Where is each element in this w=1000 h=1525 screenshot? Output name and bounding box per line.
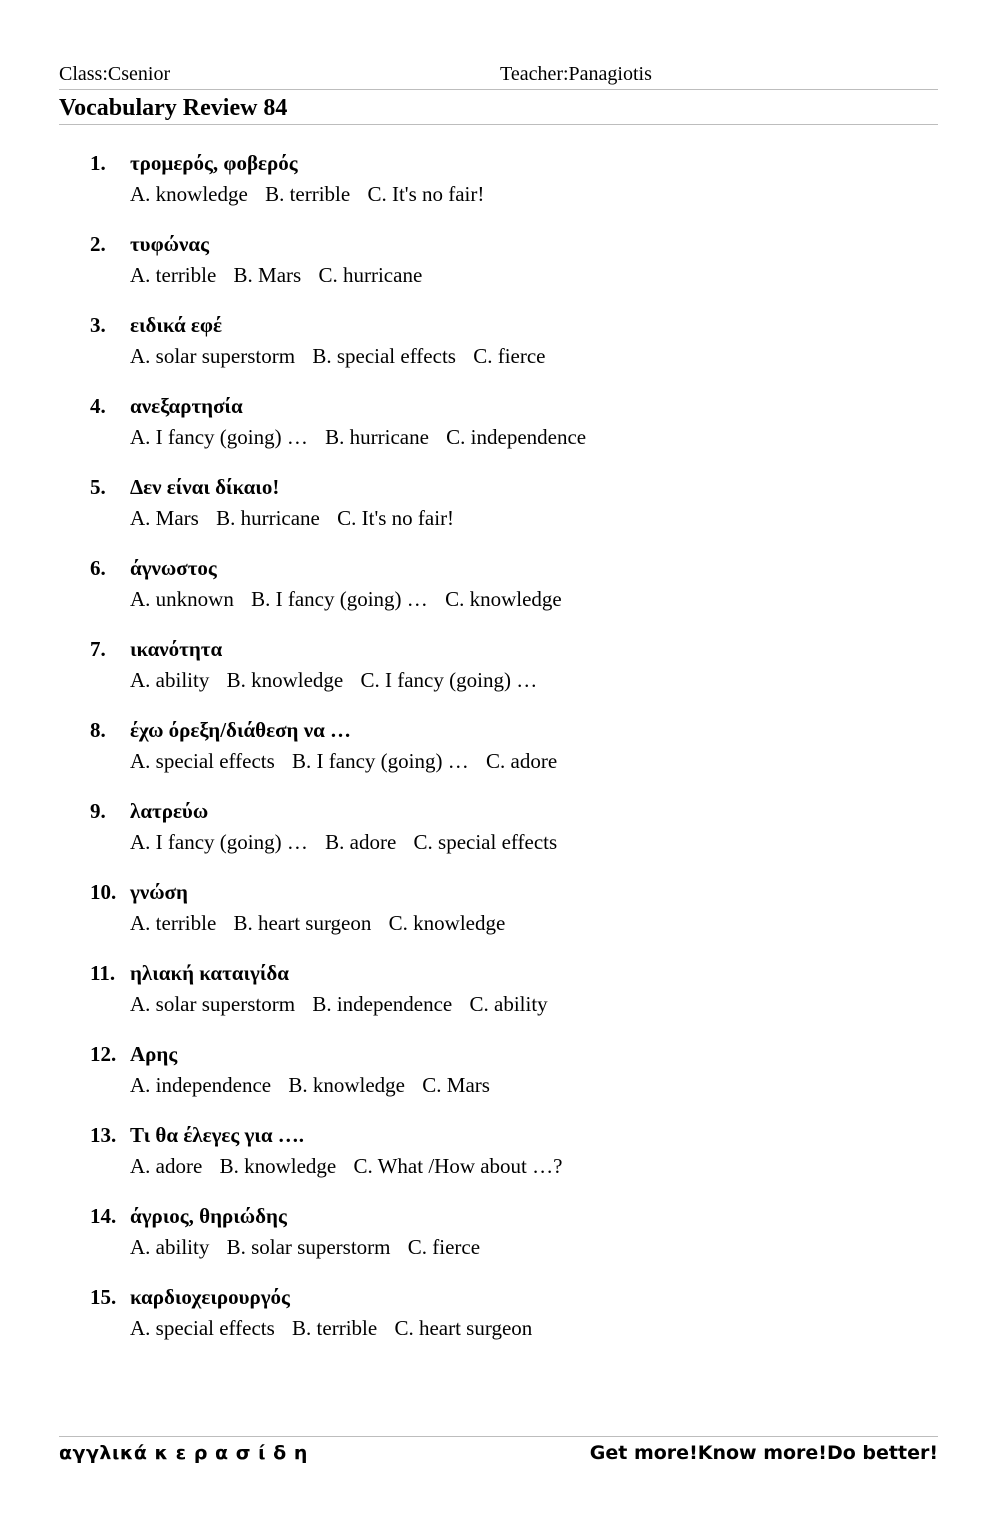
option-b[interactable]: B. knowledge [226, 668, 344, 692]
option-c[interactable]: C. heart surgeon [394, 1316, 533, 1340]
option-c[interactable]: C. It's no fair! [337, 506, 455, 530]
answer-options [130, 746, 569, 776]
footer-brand: αγγλικά κ ε ρ α σ ί δ η [59, 1442, 308, 1464]
question-term: καρδιοχειρουργός [130, 1285, 290, 1309]
answer-options [130, 1232, 492, 1262]
question-item [0, 148, 1000, 229]
question-term: γνώση [130, 880, 188, 904]
option-c[interactable]: C. adore [486, 749, 558, 773]
option-a[interactable]: A. solar superstorm [130, 992, 296, 1016]
question-term: άγριος, θηριώδης [130, 1204, 287, 1228]
question-number: 1. [90, 151, 106, 175]
option-b[interactable]: B. I fancy (going) … [292, 749, 469, 773]
option-b[interactable]: B. hurricane [216, 506, 320, 530]
answer-options [130, 1151, 574, 1181]
option-b[interactable]: B. knowledge [288, 1073, 406, 1097]
option-b[interactable]: B. adore [325, 830, 397, 854]
option-a[interactable]: A. independence [130, 1073, 272, 1097]
question-item [0, 1120, 1000, 1201]
answer-options [130, 341, 558, 371]
option-c[interactable]: C. hurricane [318, 263, 423, 287]
option-b[interactable]: B. heart surgeon [233, 911, 372, 935]
question-number: 14. [90, 1204, 117, 1228]
question-term: τρομερός, φοβερός [130, 151, 298, 175]
question-item [0, 1282, 1000, 1363]
option-a[interactable]: A. unknown [130, 587, 234, 611]
question-item [0, 391, 1000, 472]
question-term: ικανότητα [130, 637, 223, 661]
question-term: άγνωστος [130, 556, 217, 580]
option-c[interactable]: C. fierce [473, 344, 546, 368]
option-c[interactable]: C. fierce [407, 1235, 481, 1259]
answer-options [130, 1313, 544, 1343]
option-a[interactable]: A. special effects [130, 1316, 275, 1340]
question-item [0, 634, 1000, 715]
option-c[interactable]: C. What /How about …? [353, 1154, 563, 1178]
option-a[interactable]: A. special effects [130, 749, 275, 773]
question-item [0, 310, 1000, 391]
option-a[interactable]: A. I fancy (going) … [130, 425, 308, 449]
option-b[interactable]: B. Mars [233, 263, 302, 287]
option-c[interactable]: C. I fancy (going) … [360, 668, 538, 692]
question-item [0, 553, 1000, 634]
question-number: 7. [90, 637, 106, 661]
question-term: Δεν είναι δίκαιο! [130, 475, 280, 499]
question-number: 2. [90, 232, 106, 256]
option-b[interactable]: B. knowledge [219, 1154, 337, 1178]
question-term: ηλιακή καταιγίδα [130, 961, 289, 985]
question-item [0, 229, 1000, 310]
question-item [0, 958, 1000, 1039]
answer-options [130, 665, 549, 695]
option-a[interactable]: A. terrible [130, 911, 217, 935]
question-term: Τι θα έλεγες για …. [130, 1123, 305, 1147]
question-term: Αρης [130, 1042, 178, 1066]
option-c[interactable]: C. special effects [413, 830, 558, 854]
option-a[interactable]: A. ability [130, 1235, 210, 1259]
option-a[interactable]: A. Mars [130, 506, 199, 530]
teacher-label: Teacher:Panagiotis [500, 63, 652, 85]
page-footer [59, 1436, 938, 1477]
answer-options [130, 1070, 502, 1100]
question-list [0, 148, 1000, 1363]
class-label: Class:Csenior [59, 63, 171, 85]
question-item [0, 715, 1000, 796]
option-b[interactable]: B. I fancy (going) … [251, 587, 428, 611]
option-b[interactable]: B. hurricane [325, 425, 429, 449]
question-term: λατρεύω [130, 799, 209, 823]
answer-options [130, 908, 517, 938]
question-item [0, 1201, 1000, 1282]
option-c[interactable]: C. knowledge [445, 587, 562, 611]
answer-options [130, 989, 560, 1019]
question-number: 4. [90, 394, 106, 418]
question-number: 15. [90, 1285, 117, 1309]
option-b[interactable]: B. independence [312, 992, 453, 1016]
footer-slogan: Get more!Know more!Do better! [589, 1442, 938, 1464]
question-number: 11. [90, 961, 116, 985]
option-c[interactable]: C. ability [469, 992, 548, 1016]
option-c[interactable]: C. knowledge [388, 911, 506, 935]
option-a[interactable]: A. ability [130, 668, 210, 692]
question-item [0, 877, 1000, 958]
question-item [0, 1039, 1000, 1120]
question-number: 12. [90, 1042, 117, 1066]
answer-options [130, 422, 598, 452]
question-item [0, 472, 1000, 553]
answer-options [130, 179, 496, 209]
option-c[interactable]: C. independence [446, 425, 587, 449]
option-c[interactable]: C. Mars [422, 1073, 490, 1097]
question-number: 13. [90, 1123, 117, 1147]
page-title: Vocabulary Review 84 [59, 92, 938, 125]
answer-options [130, 827, 569, 857]
answer-options [130, 584, 574, 614]
question-term: ανεξαρτησία [130, 394, 243, 418]
question-number: 9. [90, 799, 106, 823]
option-c[interactable]: C. It's no fair! [367, 182, 485, 206]
option-b[interactable]: B. terrible [292, 1316, 378, 1340]
option-b[interactable]: B. solar superstorm [226, 1235, 391, 1259]
answer-options [130, 503, 466, 533]
page-header [59, 62, 938, 90]
option-a[interactable]: A. terrible [130, 263, 217, 287]
option-a[interactable]: A. adore [130, 1154, 203, 1178]
answer-options [130, 260, 434, 290]
question-number: 6. [90, 556, 106, 580]
question-number: 8. [90, 718, 106, 742]
question-number: 10. [90, 880, 117, 904]
question-number: 5. [90, 475, 106, 499]
option-b[interactable]: B. terrible [265, 182, 351, 206]
question-item [0, 796, 1000, 877]
option-a[interactable]: A. solar superstorm [130, 344, 296, 368]
question-number: 3. [90, 313, 106, 337]
option-b[interactable]: B. special effects [312, 344, 456, 368]
option-a[interactable]: A. I fancy (going) … [130, 830, 308, 854]
question-term: ειδικά εφέ [130, 313, 222, 337]
question-term: έχω όρεξη/διάθεση να … [130, 718, 352, 742]
option-a[interactable]: A. knowledge [130, 182, 248, 206]
question-term: τυφώνας [130, 232, 209, 256]
